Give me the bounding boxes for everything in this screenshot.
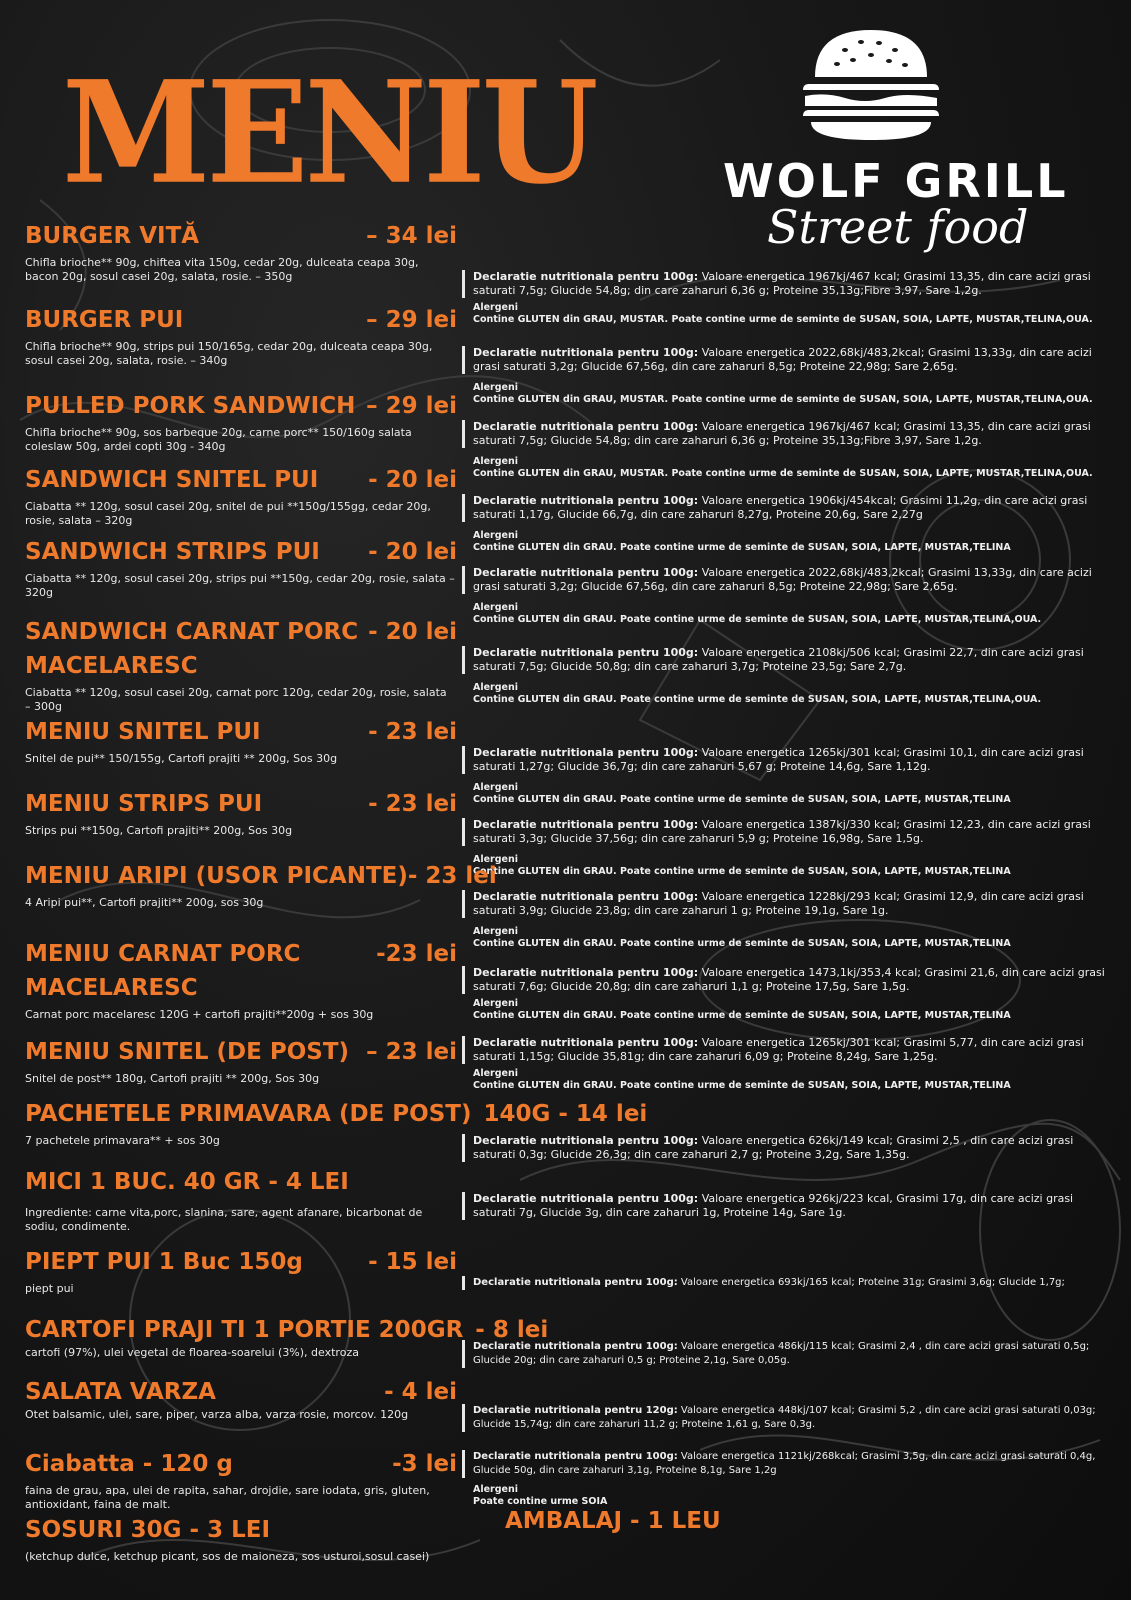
logo-tagline: Street food	[767, 200, 1029, 254]
item-description: Snitel de pui** 150/155g, Cartofi prajiti ** 200g, Sos 30g	[25, 752, 338, 765]
item-description: (ketchup dulce, ketchup picant, sos de maioneza, sos usturoi,sosul casei)	[25, 1550, 430, 1563]
menu-item	[25, 1450, 457, 1512]
item-description: Chifla brioche** 90g, chiftea vita 150g, cedar 20g, dulceata ceapa 30g, bacon 20g, sosul casei 20g, salata, rosie. – 350g	[25, 256, 419, 283]
allergens-info: Alergeni Contine GLUTEN din GRAU, MUSTAR. Poate contine urme de seminte de SUSAN, SOIA, LAPTE, MUSTAR,TELINA,OUA.	[473, 382, 1093, 405]
item-price: -23 lei	[376, 941, 457, 967]
menu-item	[25, 1378, 457, 1422]
item-price: – 29 lei	[366, 307, 457, 333]
item-name: MENIU STRIPS PUI	[25, 791, 263, 817]
nutrition-info: Declaratie nutritionala pentru 100g: Valoare energetica 1265kj/301 kcal; Grasimi 10,1, din care acizi grasi saturati 1,27g; Glucide 36,7g; din care zaharuri 5,67 g; Proteine 14,6g, Sare 1,12g.	[462, 746, 1118, 774]
item-price: - 4 lei	[384, 1379, 457, 1405]
allergens-info: Alergeni Poate contine urme SOIA	[473, 1484, 608, 1507]
menu-item	[25, 306, 457, 368]
item-description: piept pui	[25, 1282, 74, 1295]
nutrition-info: Declaratie nutritionala pentru 100g: Valoare energetica 2108kj/506 kcal; Grasimi 22,7, din care acizi grasi saturati 7,5g; Glucide 50,8g; din care zaharuri 3,7g; Proteine 23,5g; Sare 2,7g.	[462, 646, 1118, 674]
nutrition-info: Declaratie nutritionala pentru 100g: Valoare energetica 486kj/115 kcal; Grasimi 2,4 , din care acizi grasi saturati 0,5g; Glucide 20g; din care zaharuri 0,5 g; Proteine 2,1g, Sare 0,05g.	[462, 1340, 1118, 1368]
item-description: Otet balsamic, ulei, sare, piper, varza alba, varza rosie, morcov. 120g	[25, 1408, 409, 1421]
item-name: SANDWICH STRIPS PUI	[25, 539, 320, 565]
item-price: – 23 lei	[366, 1039, 457, 1065]
item-price: - 15 lei	[368, 1249, 457, 1275]
item-description: Ciabatta ** 120g, sosul casei 20g, strips pui **150g, cedar 20g, rosie, salata – 320g	[25, 572, 455, 599]
item-name: SOSURI 30G - 3 LEI	[25, 1517, 271, 1543]
item-name: PIEPT PUI 1 Buc 150g	[25, 1249, 303, 1275]
allergens-info: Alergeni Contine GLUTEN din GRAU. Poate contine urme de seminte de SUSAN, SOIA, LAPTE, MUSTAR,TELINA	[473, 854, 1011, 877]
item-price: - 23 lei	[407, 863, 497, 889]
item-price: 140G - 14 lei	[483, 1101, 648, 1127]
item-name: MENIU CARNAT PORC	[25, 941, 301, 967]
allergens-info: Alergeni Contine GLUTEN din GRAU. Poate contine urme de seminte de SUSAN, SOIA, LAPTE, MUSTAR,TELINA	[473, 998, 1011, 1021]
packaging-fee: AMBALAJ - 1 LEU	[505, 1508, 721, 1534]
item-price: - 23 lei	[368, 719, 457, 745]
menu-item	[25, 466, 457, 528]
item-description: Chifla brioche** 90g, sos barbeque 20g, carne porc** 150/160g salata coleslaw 50g, ardei copti 30g - 340g	[25, 426, 412, 453]
menu-item	[25, 718, 457, 766]
nutrition-info: Declaratie nutritionala pentru 120g: Valoare energetica 448kj/107 kcal; Grasimi 5,2 , din care acizi grasi saturati 0,03g; Glucide 15,74g; din care zaharuri 11,2 g; Proteine 1,61 g, Sare 0,3g.	[462, 1404, 1118, 1432]
menu-item	[25, 1168, 457, 1234]
menu-item	[25, 1316, 549, 1360]
burger-icon	[705, 22, 1045, 147]
item-name: BURGER PUI	[25, 307, 184, 333]
allergens-info: Alergeni Contine GLUTEN din GRAU. Poate contine urme de seminte de SUSAN, SOIA, LAPTE, MUSTAR,TELINA	[473, 782, 1011, 805]
page-title: MENIU	[62, 49, 595, 216]
menu-item	[25, 1248, 457, 1296]
item-price: – 29 lei	[366, 393, 457, 419]
allergens-info: Alergeni Contine GLUTEN din GRAU. Poate contine urme de seminte de SUSAN, SOIA, LAPTE, MUSTAR,TELINA,OUA.	[473, 682, 1042, 705]
nutrition-info: Declaratie nutritionala pentru 100g: Valoare energetica 1265kj/301 kcal; Grasimi 5,77, din care acizi grasi saturati 1,15g; Glucide 35,81g; din care zaharuri 6,09 g; Proteine 8,24g, Sare 1,25g.	[462, 1036, 1118, 1064]
allergens-info: Alergeni Contine GLUTEN din GRAU. Poate contine urme de seminte de SUSAN, SOIA, LAPTE, MUSTAR,TELINA	[473, 926, 1011, 949]
item-name: Ciabatta - 120 g	[25, 1451, 233, 1477]
nutrition-info: Declaratie nutritionala pentru 100g: Valoare energetica 2022,68kj/483,2kcal; Grasimi 13,33g, din care acizi grasi saturati 3,2g; Glucide 67,56g, din care zaharuri 8,5g; Proteine 22,98g; Sare 2,65g.	[462, 346, 1118, 374]
item-name-line2: MACELARESC	[25, 653, 198, 679]
item-price: - 20 lei	[368, 539, 457, 565]
allergens-info: Alergeni Contine GLUTEN din GRAU. Poate contine urme de seminte de SUSAN, SOIA, LAPTE, MUSTAR,TELINA	[473, 530, 1011, 553]
nutrition-info: Declaratie nutritionala pentru 100g: Valoare energetica 1387kj/330 kcal; Grasimi 12,23, din care acizi grasi saturati 3,3g; Glucide 37,56g; din care zaharuri 5,9 g; Proteine 16,98g, Sare 1,5g.	[462, 818, 1118, 846]
item-name: MENIU SNITEL PUI	[25, 719, 261, 745]
menu-item	[25, 392, 457, 454]
allergens-info: Alergeni Contine GLUTEN din GRAU, MUSTAR. Poate contine urme de seminte de SUSAN, SOIA, LAPTE, MUSTAR,TELINA,OUA.	[473, 456, 1093, 479]
item-description: Snitel de post** 180g, Cartofi prajiti ** 200g, Sos 30g	[25, 1072, 320, 1085]
item-description: cartofi (97%), ulei vegetal de floarea-soarelui (3%), dextroza	[25, 1346, 359, 1359]
item-description: faina de grau, apa, ulei de rapita, sahar, drojdie, sare iodata, gris, gluten, antioxidant, faina de malt.	[25, 1484, 430, 1511]
item-price: - 23 lei	[368, 791, 457, 817]
nutrition-info: Declaratie nutritionala pentru 100g: Valoare energetica 926kj/223 kcal, Grasimi 17g, din care acizi grasi saturati 7g, Glucide 3g, din care zaharuri 1g, Proteine 14g, Sare 1g.	[462, 1192, 1118, 1220]
item-description: Carnat porc macelaresc 120G + cartofi prajiti**200g + sos 30g	[25, 1008, 374, 1021]
menu-item	[25, 538, 457, 600]
menu-item	[25, 790, 457, 838]
item-price: - 8 lei	[475, 1317, 549, 1343]
item-name: SANDWICH SNITEL PUI	[25, 467, 319, 493]
item-name: SALATA VARZA	[25, 1379, 216, 1405]
nutrition-info: Declaratie nutritionala pentru 100g: Valoare energetica 1473,1kj/353,4 kcal; Grasimi 21,6, din care acizi grasi saturati 7,6g; Glucide 20,8g; din care zaharuri 1,1 g; Proteine 17,5g, Sare 1,5g.	[462, 966, 1118, 994]
nutrition-info: Declaratie nutritionala pentru 100g: Valoare energetica 1228kj/293 kcal; Grasimi 12,9, din care acizi grasi saturati 3,9g; Glucide 23,8g; din care zaharuri 1 g; Proteine 19,1g, Sare 1g.	[462, 890, 1118, 918]
item-description: Chifla brioche** 90g, strips pui 150/165g, cedar 20g, dulceata ceapa 30g, sosul casei 20g, salata, rosie. – 340g	[25, 340, 433, 367]
item-description: Strips pui **150g, Cartofi prajiti** 200g, Sos 30g	[25, 824, 293, 837]
item-price: - 20 lei	[368, 619, 457, 645]
logo	[705, 22, 1069, 254]
nutrition-info: Declaratie nutritionala pentru 100g: Valoare energetica 2022,68kj/483,2kcal; Grasimi 13,33g, din care acizi grasi saturati 3,2g; Glucide 67,56g, din care zaharuri 8,5g; Proteine 22,98g; Sare 2,65g.	[462, 566, 1118, 594]
menu-item	[25, 618, 457, 714]
item-name: MENIU ARIPI (USOR PICANTE)	[25, 863, 408, 889]
nutrition-info: Declaratie nutritionala pentru 100g: Valoare energetica 1967kj/467 kcal; Grasimi 13,35, din care acizi grasi saturati 7,5g; Glucide 54,8g; din care zaharuri 6,36 g; Proteine 35,13g;Fibre 3,97, Sare 1,2g.	[462, 420, 1118, 448]
item-description: 7 pachetele primavara** + sos 30g	[25, 1134, 220, 1147]
item-price: -3 lei	[392, 1451, 457, 1477]
nutrition-info: Declaratie nutritionala pentru 100g: Valoare energetica 693kj/165 kcal; Proteine 31g; Grasimi 3,6g; Glucide 1,7g;	[462, 1276, 1118, 1290]
nutrition-info: Declaratie nutritionala pentru 100g: Valoare energetica 1967kj/467 kcal; Grasimi 13,35, din care acizi grasi saturati 7,5g; Glucide 54,8g; din care zaharuri 6,36 g; Proteine 35,13g;Fibre 3,97, Sare 1,2g.	[462, 270, 1118, 298]
item-description: Ciabatta ** 120g, sosul casei 20g, snitel de pui **150g/155gg, cedar 20g, rosie, salata – 320g	[25, 500, 431, 527]
menu-item	[25, 862, 497, 910]
item-description: Ciabatta ** 120g, sosul casei 20g, carnat porc 120g, cedar 20g, rosie, salata – 300g	[25, 686, 447, 713]
item-description: 4 Aripi pui**, Cartofi prajiti** 200g, sos 30g	[25, 896, 264, 909]
allergens-info: Alergeni Contine GLUTEN din GRAU. Poate contine urme de seminte de SUSAN, SOIA, LAPTE, MUSTAR,TELINA	[473, 1068, 1011, 1091]
allergens-info: Alergeni Contine GLUTEN din GRAU. Poate contine urme de seminte de SUSAN, SOIA, LAPTE, MUSTAR,TELINA,OUA.	[473, 602, 1042, 625]
item-name: MICI 1 BUC. 40 GR - 4 LEI	[25, 1169, 349, 1195]
allergens-info: Alergeni Contine GLUTEN din GRAU, MUSTAR. Poate contine urme de seminte de SUSAN, SOIA, LAPTE, MUSTAR,TELINA,OUA.	[473, 302, 1093, 325]
item-name: MENIU SNITEL (DE POST)	[25, 1039, 350, 1065]
nutrition-info: Declaratie nutritionala pentru 100g: Valoare energetica 1121kj/268kcal; Grasimi 3,5g, din care acizi grasi saturati 0,4g, Glucide 50g, din care zaharuri 3,1g, Proteine 8,1g, Sare 1,2g	[462, 1450, 1118, 1478]
item-description: Ingrediente: carne vita,porc, slanina, sare, agent afanare, bicarbonat de sodiu, condimente.	[25, 1206, 423, 1233]
menu-item	[25, 222, 457, 284]
item-price: – 34 lei	[366, 223, 457, 249]
nutrition-info: Declaratie nutritionala pentru 100g: Valoare energetica 626kj/149 kcal; Grasimi 2,5 , din care acizi grasi saturati 0,3g; Glucide 26,3g; din care zaharuri 2,7 g; Proteine 3,2g, Sare 1,35g.	[462, 1134, 1118, 1162]
item-name: BURGER VITĂ	[25, 223, 200, 249]
item-price: - 20 lei	[368, 467, 457, 493]
item-name: PULLED PORK SANDWICH	[25, 393, 356, 419]
menu-item	[25, 940, 457, 1022]
item-name-line2: MACELARESC	[25, 975, 198, 1001]
logo-text: WOLF GRILL	[723, 154, 1069, 208]
item-name: SANDWICH CARNAT PORC	[25, 619, 359, 645]
item-name: PACHETELE PRIMAVARA (DE POST)	[25, 1101, 472, 1127]
menu-item	[25, 1516, 457, 1564]
menu-item	[25, 1100, 648, 1148]
nutrition-info: Declaratie nutritionala pentru 100g: Valoare energetica 1906kj/454kcal; Grasimi 11,2g, din care acizi grasi saturati 1,17g, Glucide 66,7g, din care zaharuri 8,27g, Proteine 20,6g, Sare 2,27g	[462, 494, 1118, 522]
menu-item	[25, 1038, 457, 1086]
item-name: CARTOFI PRAJI TI 1 PORTIE 200GR	[25, 1317, 464, 1343]
